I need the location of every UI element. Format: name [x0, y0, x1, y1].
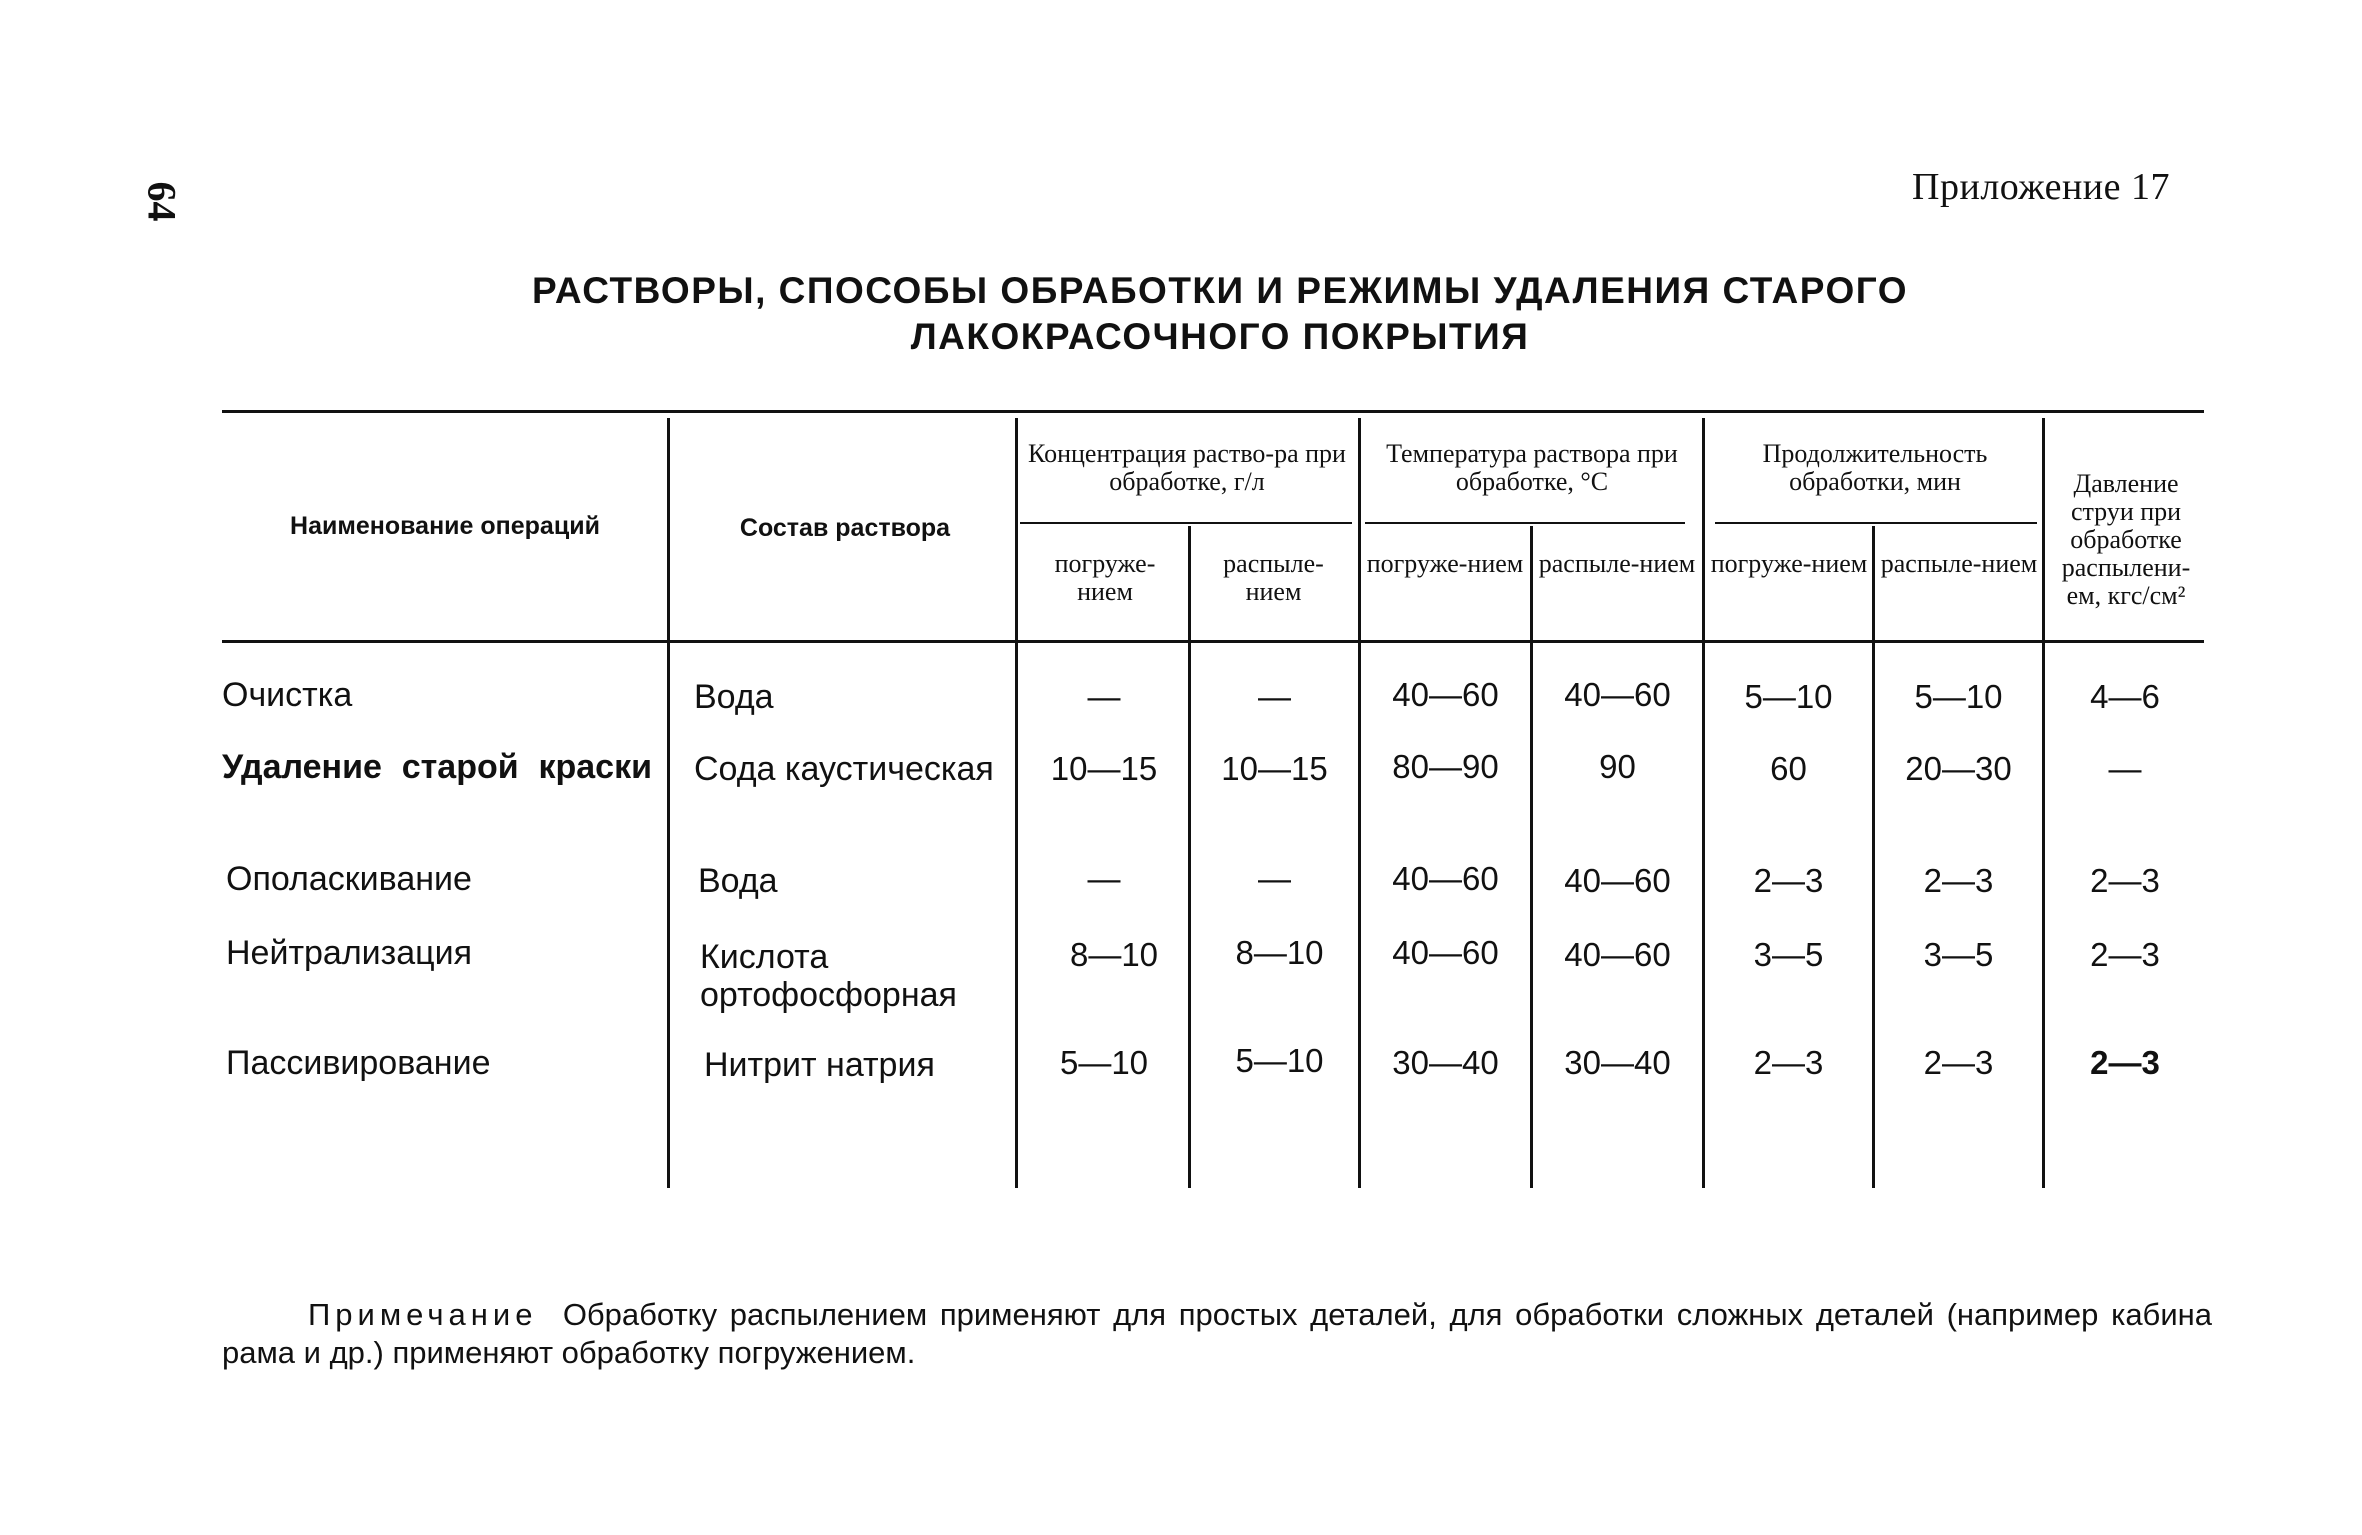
page-number: 64: [139, 181, 185, 222]
header-operation: Наименование операций: [290, 512, 600, 540]
column-divider-1: [667, 418, 670, 1188]
subheader-rule-duration: [1715, 522, 2037, 524]
row-1-operation: Очистка: [222, 676, 353, 714]
row-4-operation: Нейтрализация: [226, 934, 473, 972]
row-3-temp-immersion: 40—60: [1392, 860, 1499, 897]
row-1-conc-spraying: —: [1258, 678, 1291, 715]
row-1-pressure: 4—6: [2090, 678, 2160, 715]
row-1-dur-spraying: 5—10: [1914, 678, 2003, 715]
table-top-rule: [222, 410, 2204, 413]
row-3-temp-spraying: 40—60: [1564, 862, 1671, 899]
row-2-pressure: —: [2108, 750, 2142, 787]
row-5-temp-immersion: 30—40: [1392, 1044, 1499, 1081]
row-2-conc-immersion: 10—15: [1050, 750, 1158, 787]
row-2-operation-text: Удаление старой краски: [222, 748, 652, 786]
row-3-conc-spraying: —: [1258, 860, 1291, 897]
row-3-dur-spraying: 2—3: [1923, 862, 1994, 899]
row-4-composition: Кислота ортофосфорная: [700, 938, 957, 1014]
footnote: [222, 1296, 2212, 1372]
table-header-bottom-rule: [222, 640, 2204, 643]
row-3-conc-immersion: —: [1087, 860, 1121, 897]
header-composition: Состав раствора: [739, 514, 951, 542]
row-5-conc-immersion: 5—10: [1059, 1044, 1149, 1081]
row-4-pressure: 2—3: [2090, 936, 2160, 973]
row-5-operation: Пассивирование: [226, 1044, 491, 1082]
row-4-temp-immersion: 40—60: [1392, 934, 1499, 971]
subheader-conc-spraying: распыле-нием: [1223, 549, 1324, 606]
subheader-temp-immersion: погруже-нием: [1366, 549, 1524, 578]
subheader-rule-temperature: [1365, 522, 1685, 524]
row-5-composition: Нитрит натрия: [704, 1046, 935, 1084]
row-2-dur-immersion: 60: [1770, 750, 1807, 787]
column-divider-5: [1530, 526, 1533, 1188]
row-4-temp-spraying: 40—60: [1564, 936, 1671, 973]
appendix-label: Приложение 17: [1912, 166, 2170, 208]
row-1-composition: Вода: [694, 678, 774, 716]
subheader-temp-spraying: распыле-нием: [1538, 549, 1696, 578]
row-1-conc-immersion: —: [1087, 678, 1121, 715]
row-2-temp-spraying: 90: [1599, 748, 1636, 785]
row-3-composition: Вода: [698, 862, 778, 900]
header-temperature: Температура раствора при обработке, °С: [1386, 439, 1678, 496]
row-1-temp-spraying: 40—60: [1564, 676, 1671, 713]
title-line-1: РАСТВОРЫ, СПОСОБЫ ОБРАБОТКИ И РЕЖИМЫ УДАЛЕНИЯ СТАРОГО: [532, 270, 1908, 311]
header-concentration: Концентрация раство-ра при обработке, г/л: [1028, 439, 1346, 496]
row-3-pressure: 2—3: [2090, 862, 2160, 899]
row-2-composition: Сода каустическая: [694, 750, 994, 788]
row-5-dur-spraying: 2—3: [1923, 1044, 1994, 1081]
row-4-conc-spraying: 8—10: [1235, 934, 1324, 971]
row-3-operation: Ополаскивание: [226, 860, 472, 898]
title-line-2: ЛАКОКРАСОЧНОГО ПОКРЫТИЯ: [910, 316, 1530, 357]
subheader-rule-concentration: [1020, 522, 1352, 524]
row-2-dur-spraying: 20—30: [1905, 750, 2012, 787]
subheader-dur-immersion: погруже-нием: [1710, 549, 1868, 578]
column-divider-2: [1015, 418, 1018, 1188]
row-4-dur-immersion: 3—5: [1753, 936, 1824, 973]
row-5-dur-immersion: 2—3: [1753, 1044, 1824, 1081]
row-1-dur-immersion: 5—10: [1744, 678, 1833, 715]
header-pressure: Давление струи при обработке распылени-ем, кгс/см²: [2061, 469, 2191, 610]
header-duration: Продолжительность обработки, мин: [1762, 439, 1988, 496]
footnote-text: Обработку распылением применяют для простых деталей, для обработки сложных деталей (например кабина рама и др.) применяют обработку погружением.: [222, 1297, 2212, 1370]
row-3-dur-immersion: 2—3: [1753, 862, 1824, 899]
subheader-conc-immersion: погруже-нием: [1054, 549, 1156, 606]
row-5-pressure: 2—3: [2090, 1044, 2160, 1081]
subheader-dur-spraying: распыле-нием: [1880, 549, 2038, 578]
footnote-label: Примечание: [308, 1297, 538, 1332]
document-title: [0, 268, 2362, 360]
row-5-temp-spraying: 30—40: [1564, 1044, 1671, 1081]
row-4-conc-immersion: 8—10: [1069, 936, 1159, 973]
row-4-dur-spraying: 3—5: [1923, 936, 1994, 973]
row-2-conc-spraying: 10—15: [1221, 750, 1328, 787]
row-2-operation: [222, 748, 652, 786]
row-5-conc-spraying: 5—10: [1235, 1042, 1324, 1079]
column-divider-7: [1872, 526, 1875, 1188]
column-divider-3: [1188, 526, 1191, 1188]
row-1-temp-immersion: 40—60: [1392, 676, 1499, 713]
row-2-temp-immersion: 80—90: [1392, 748, 1499, 785]
